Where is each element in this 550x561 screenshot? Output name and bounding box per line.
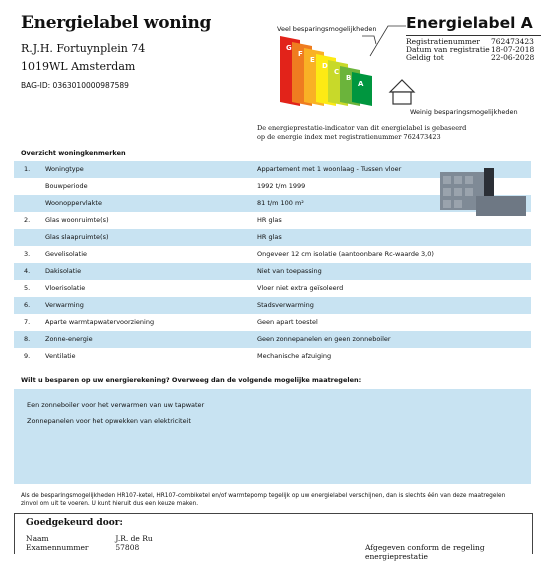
row-label: Ventilatie bbox=[45, 352, 76, 360]
exam-number-key: Examennummer bbox=[26, 543, 89, 552]
issued-note: Afgegeven conform de regeling energieprestatie bbox=[365, 543, 485, 561]
row-label: Verwarming bbox=[45, 301, 84, 309]
energy-class-bar bbox=[352, 72, 372, 106]
row-value: Niet van toepassing bbox=[257, 267, 322, 275]
advice-item: Een zonneboiler voor het verwarmen van uw tapwater bbox=[27, 401, 205, 409]
table-row bbox=[14, 263, 531, 280]
building-illustration bbox=[440, 166, 528, 220]
row-number: 2. bbox=[24, 216, 31, 224]
row-label: Glas slaapruimte(s) bbox=[45, 233, 109, 241]
row-value: Geen zonnepanelen en geen zonneboiler bbox=[257, 335, 391, 343]
row-label: Aparte warmtapwatervoorziening bbox=[45, 318, 155, 326]
registration-number-key: Registratienummer bbox=[406, 37, 480, 46]
label-block bbox=[406, 14, 541, 62]
energy-class-letter: D bbox=[322, 62, 328, 70]
row-value: HR glas bbox=[257, 216, 282, 224]
label-pointer bbox=[368, 24, 408, 60]
row-value: 81 t/m 100 m² bbox=[257, 199, 304, 207]
row-number: 7. bbox=[24, 318, 31, 326]
row-value: Ongeveer 12 cm isolatie (aantoonbare Rc-waarde 3,0) bbox=[257, 250, 434, 258]
row-label: Vloerisolatie bbox=[45, 284, 86, 292]
row-value: 1992 t/m 1999 bbox=[257, 182, 306, 190]
advice-box bbox=[14, 389, 531, 484]
row-value: Geen apart toestel bbox=[257, 318, 318, 326]
indicator-note-line-1: De energieprestatie-indicator van dit energielabel is gebaseerd bbox=[257, 124, 467, 132]
row-number: 1. bbox=[24, 165, 31, 173]
row-label: Woonoppervlakte bbox=[45, 199, 102, 207]
row-value: Stadsverwarming bbox=[257, 301, 314, 309]
table-row bbox=[14, 229, 531, 246]
registration-date-key: Datum van registratie bbox=[406, 45, 490, 54]
row-label: Glas woonruimte(s) bbox=[45, 216, 109, 224]
row-label: Woningtype bbox=[45, 165, 84, 173]
approver-name-row bbox=[26, 534, 153, 543]
energy-scale-bars bbox=[280, 36, 372, 106]
exam-number-row bbox=[26, 543, 139, 552]
energy-class-letter: A bbox=[358, 80, 364, 88]
energy-class-letter: E bbox=[310, 56, 315, 64]
table-row bbox=[14, 246, 531, 263]
scale-bottom-text: Weinig besparingsmogelijkheden bbox=[410, 108, 518, 116]
page-title: Energielabel woning bbox=[21, 13, 212, 33]
row-label: Dakisolatie bbox=[45, 267, 82, 275]
table-row bbox=[14, 314, 531, 331]
exam-number-value: 57808 bbox=[115, 543, 140, 552]
bag-id: BAG-ID: 0363010000987589 bbox=[21, 81, 129, 90]
row-value: HR glas bbox=[257, 233, 282, 241]
table-row bbox=[14, 297, 531, 314]
row-number: 8. bbox=[24, 335, 31, 343]
energy-class-letter: B bbox=[346, 74, 352, 82]
row-number: 9. bbox=[24, 352, 31, 360]
row-label: Gevelisolatie bbox=[45, 250, 87, 258]
table-row bbox=[14, 348, 531, 365]
label-title: Energielabel A bbox=[406, 14, 533, 32]
table-row bbox=[14, 331, 531, 348]
indicator-note-line-2: op de energie index met registratienummer 762473423 bbox=[257, 133, 441, 141]
disclaimer: Als de besparingsmogelijkheden HR107-ketel, HR107-combiketel en/of warmtepomp tegelijk op uw energielabel verschijnen, dan is slechts één van deze maatregelen zinvol om uit te voeren. U kunt hieruit dus een keuze maken. bbox=[21, 493, 506, 507]
row-number: 5. bbox=[24, 284, 31, 292]
row-label: Zonne-energie bbox=[45, 335, 93, 343]
approver-name-value: J.R. de Ru bbox=[115, 534, 153, 543]
energy-class-letter: C bbox=[334, 68, 340, 76]
indicator-note bbox=[257, 124, 467, 142]
approver-name-key: Naam bbox=[26, 534, 49, 543]
energy-class-letter: F bbox=[298, 50, 303, 58]
row-number: 3. bbox=[24, 250, 31, 258]
valid-until-key: Geldig tot bbox=[406, 53, 444, 62]
registration-date-value: 18-07-2018 bbox=[491, 45, 535, 54]
row-number: 4. bbox=[24, 267, 31, 275]
table-row bbox=[14, 280, 531, 297]
owner-name: R.J.H. Fortuynplein 74 bbox=[21, 42, 146, 55]
approved-title: Goedgekeurd door: bbox=[26, 518, 123, 528]
valid-until-value: 22-06-2028 bbox=[491, 53, 535, 62]
advice-title: Wilt u besparen op uw energierekening? Overweeg dan de volgende mogelijke maatregelen: bbox=[21, 376, 362, 384]
advice-item: Zonnepanelen voor het opwekken van elektriciteit bbox=[27, 417, 191, 425]
registration-number-value: 762473423 bbox=[491, 37, 534, 46]
energy-class-letter: G bbox=[286, 44, 292, 52]
valid-until-row bbox=[406, 54, 541, 62]
house-icon bbox=[390, 80, 414, 104]
row-value: Vloer niet extra geïsoleerd bbox=[257, 284, 344, 292]
overview-title: Overzicht woningkenmerken bbox=[21, 149, 126, 157]
row-value: Appartement met 1 woonlaag - Tussen vloer bbox=[257, 165, 402, 173]
row-value: Mechanische afzuiging bbox=[257, 352, 332, 360]
row-label: Bouwperiode bbox=[45, 182, 88, 190]
owner-city: 1019WL Amsterdam bbox=[21, 60, 136, 73]
row-number: 6. bbox=[24, 301, 31, 309]
scale-top-text: Veel besparingsmogelijkheden bbox=[277, 25, 377, 33]
approved-box bbox=[14, 513, 533, 561]
